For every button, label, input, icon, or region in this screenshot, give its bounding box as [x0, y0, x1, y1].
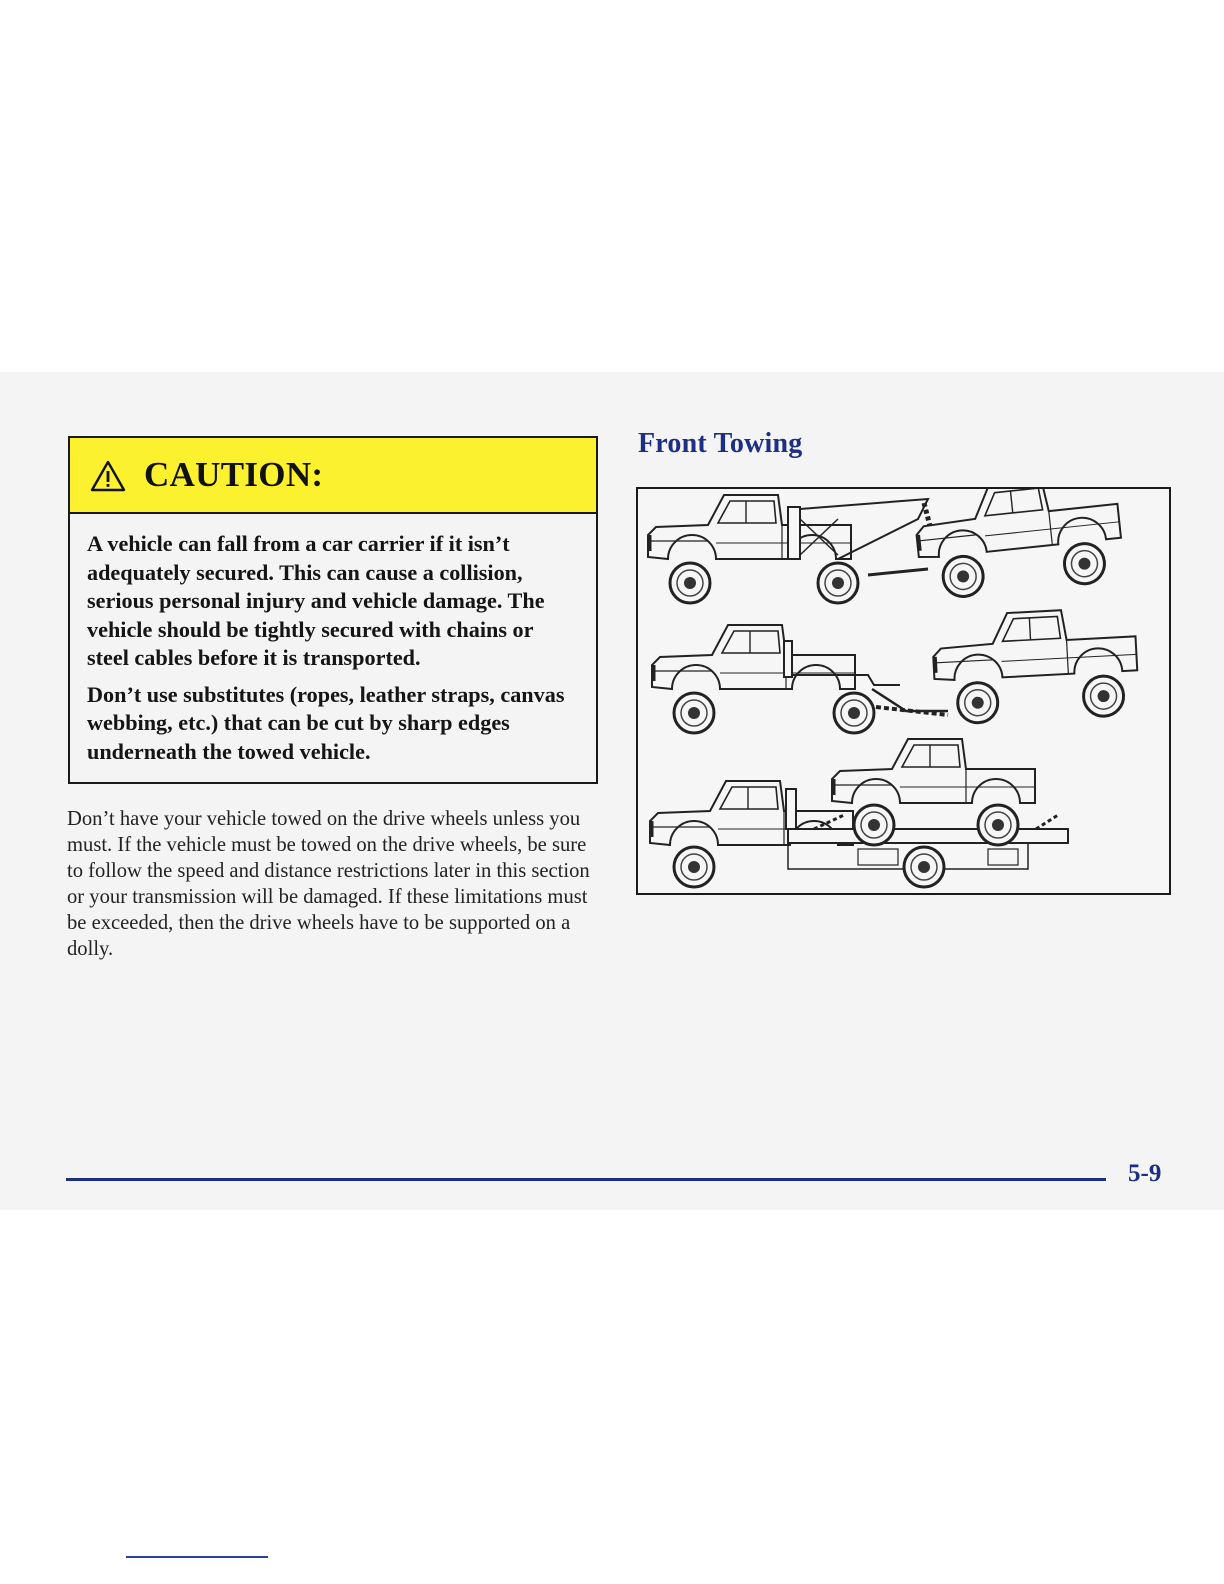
- tow-truck-dolly-drawing: [652, 606, 1140, 733]
- page-number: 5-9: [1128, 1160, 1162, 1187]
- towing-drawing: [638, 489, 1169, 893]
- caution-header: [70, 438, 596, 514]
- caution-title: CAUTION:: [144, 455, 324, 494]
- caution-box: [68, 436, 598, 784]
- warning-triangle-icon: [90, 460, 126, 492]
- section-title: Front Towing: [638, 428, 803, 459]
- towing-illustration: [636, 487, 1171, 895]
- bottom-link-underline[interactable]: [126, 1556, 268, 1558]
- caution-body: [70, 514, 596, 766]
- flatbed-carrier-drawing: [650, 739, 1068, 887]
- tow-truck-hook-drawing: [648, 489, 1125, 603]
- caution-paragraph: A vehicle can fall from a car carrier if it isn’t adequately secured. This can cause a collision, serious personal injury and vehicle damage. The vehicle should be tightly secured with chains or steel cables before it is transported.: [87, 531, 545, 670]
- caution-paragraph: Don’t use substitutes (ropes, leather straps, canvas webbing, etc.) that can be cut by sharp edges underneath the towed vehicle.: [87, 681, 565, 764]
- footer-rule: [66, 1178, 1106, 1181]
- body-paragraph: Don’t have your vehicle towed on the drive wheels unless you must. If the vehicle must be towed on the drive wheels, be sure to follow the speed and distance restrictions later in this section or your transmission will be damaged. If these limitations must be exceeded, then the drive wheels have to be supported on a dolly.: [67, 808, 590, 960]
